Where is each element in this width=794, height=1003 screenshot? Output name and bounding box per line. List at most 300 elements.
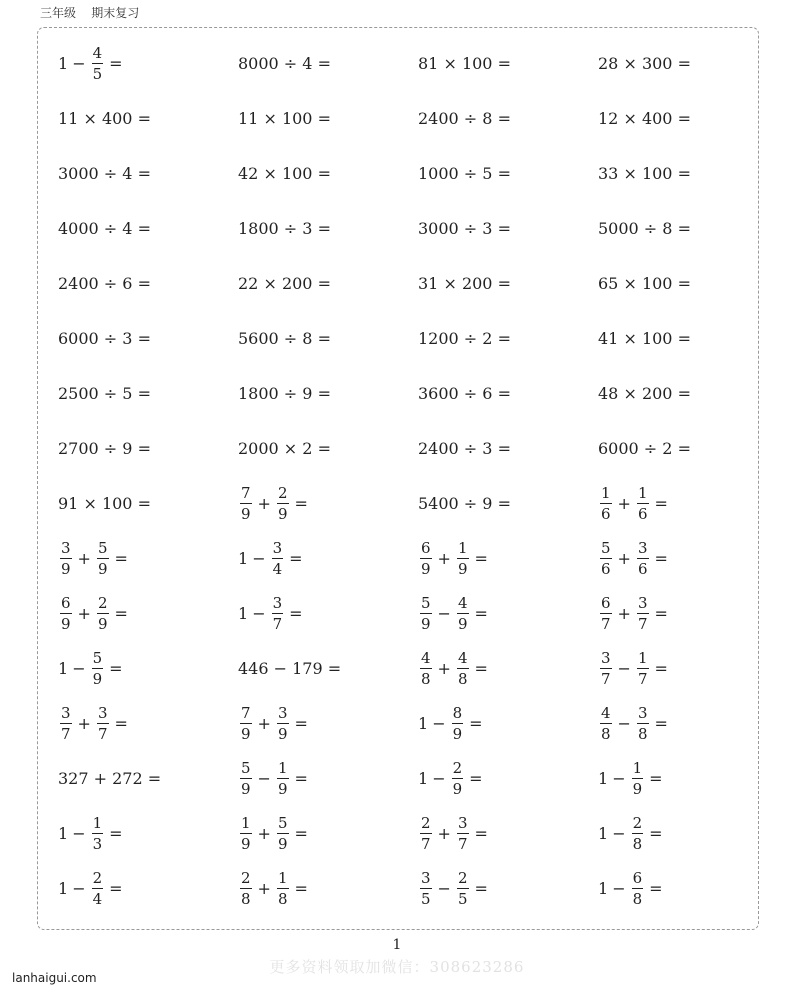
operator: + [77, 604, 91, 623]
problem [418, 91, 598, 146]
fraction [457, 593, 469, 633]
operator: = [649, 824, 663, 843]
problem-text: 22 × 200 = [238, 274, 331, 293]
fraction-denominator: 9 [241, 504, 251, 523]
problem [418, 366, 598, 421]
fraction-numerator: 1 [637, 483, 648, 502]
fraction-numerator: 3 [637, 703, 648, 722]
fraction-denominator: 9 [97, 559, 108, 578]
fraction [600, 538, 612, 578]
problem [238, 146, 418, 201]
problem [238, 531, 418, 586]
fraction-denominator: 6 [637, 559, 648, 578]
operator: = [474, 549, 488, 568]
fraction-numerator: 6 [632, 868, 643, 887]
operator: − [612, 769, 626, 788]
problem-text: 11 × 100 = [238, 109, 331, 128]
fraction-denominator: 9 [61, 614, 71, 633]
problem-text: 1 [58, 824, 69, 843]
fraction-denominator: 7 [61, 724, 71, 743]
operator: − [612, 879, 626, 898]
problem [418, 641, 598, 696]
problem [598, 91, 748, 146]
operator: + [617, 494, 631, 513]
fraction-numerator: 2 [632, 813, 643, 832]
fraction-numerator: 3 [61, 703, 71, 722]
fraction-numerator: 7 [241, 703, 251, 722]
problem [58, 36, 238, 91]
fraction [240, 703, 252, 743]
operator: + [257, 824, 271, 843]
operator: = [109, 659, 123, 678]
operator: = [654, 714, 668, 733]
fraction-denominator: 8 [632, 889, 643, 908]
fraction-numerator: 3 [61, 538, 71, 557]
fraction [600, 483, 612, 523]
fraction [600, 703, 612, 743]
fraction-numerator: 5 [241, 758, 251, 777]
worksheet-header: 三年级 期末复习 [40, 6, 140, 20]
operator: = [289, 549, 303, 568]
fraction-numerator: 3 [97, 703, 108, 722]
fraction [420, 648, 432, 688]
fraction-denominator: 4 [272, 559, 283, 578]
operator: − [72, 879, 86, 898]
fraction [92, 43, 104, 83]
fraction-numerator: 2 [241, 868, 251, 887]
problem [58, 311, 238, 366]
operator: − [617, 714, 631, 733]
problem [418, 311, 598, 366]
fraction-denominator: 5 [421, 889, 431, 908]
fraction-numerator: 5 [92, 648, 103, 667]
problem [238, 201, 418, 256]
problem [238, 91, 418, 146]
operator: + [77, 714, 91, 733]
problem-text: 1 [58, 659, 69, 678]
fraction-denominator: 9 [277, 834, 288, 853]
problem-text: 6000 ÷ 3 = [58, 329, 151, 348]
problem-text: 1800 ÷ 3 = [238, 219, 331, 238]
operator: − [72, 659, 86, 678]
problem-text: 1 [598, 824, 609, 843]
problem [418, 421, 598, 476]
problem-text: 8000 ÷ 4 = [238, 54, 331, 73]
fraction-numerator: 2 [457, 868, 468, 887]
fraction-denominator: 5 [457, 889, 468, 908]
fraction-numerator: 2 [97, 593, 108, 612]
problem [238, 421, 418, 476]
fraction-numerator: 4 [421, 648, 431, 667]
problem-text: 4000 ÷ 4 = [58, 219, 151, 238]
fraction-numerator: 6 [601, 593, 611, 612]
fraction [420, 593, 432, 633]
problem-text: 12 × 400 = [598, 109, 691, 128]
fraction [60, 593, 72, 633]
operator: = [474, 879, 488, 898]
problem [598, 586, 748, 641]
fraction-denominator: 9 [241, 724, 251, 743]
fraction [457, 538, 469, 578]
problem [58, 751, 238, 806]
problem-text: 3000 ÷ 4 = [58, 164, 151, 183]
problem-text: 446 − 179 = [238, 659, 342, 678]
fraction [277, 813, 289, 853]
problem [598, 531, 748, 586]
fraction [277, 703, 289, 743]
problem-text: 1 [238, 604, 249, 623]
operator: = [654, 659, 668, 678]
fraction-numerator: 4 [457, 593, 468, 612]
operator: = [294, 879, 308, 898]
operator: + [257, 714, 271, 733]
fraction [240, 868, 252, 908]
problem [418, 256, 598, 311]
problem [58, 201, 238, 256]
fraction [240, 483, 252, 523]
fraction-denominator: 8 [277, 889, 288, 908]
operator: − [252, 549, 266, 568]
problem-text: 1800 ÷ 9 = [238, 384, 331, 403]
operator: + [257, 494, 271, 513]
problem [598, 641, 748, 696]
problem [238, 641, 418, 696]
problem [238, 861, 418, 916]
operator: = [294, 824, 308, 843]
problem [598, 751, 748, 806]
operator: = [474, 659, 488, 678]
fraction-numerator: 4 [601, 703, 611, 722]
operator: = [109, 54, 123, 73]
problem-text: 33 × 100 = [598, 164, 691, 183]
fraction-denominator: 8 [421, 669, 431, 688]
problem [418, 146, 598, 201]
operator: − [437, 879, 451, 898]
problem [58, 696, 238, 751]
fraction-denominator: 9 [92, 669, 103, 688]
problem-text: 6000 ÷ 2 = [598, 439, 691, 458]
problem [598, 806, 748, 861]
fraction-denominator: 7 [272, 614, 283, 633]
fraction-numerator: 8 [452, 703, 463, 722]
operator: = [649, 769, 663, 788]
problem-text: 65 × 100 = [598, 274, 691, 293]
operator: = [654, 604, 668, 623]
problem-text: 28 × 300 = [598, 54, 691, 73]
fraction-denominator: 4 [92, 889, 103, 908]
fraction-denominator: 9 [632, 779, 643, 798]
operator: = [114, 714, 128, 733]
operator: − [72, 54, 86, 73]
fraction [637, 703, 649, 743]
operator: − [252, 604, 266, 623]
problem-text: 5400 ÷ 9 = [418, 494, 511, 513]
fraction-numerator: 1 [632, 758, 643, 777]
operator: + [257, 879, 271, 898]
problem-text: 81 × 100 = [418, 54, 511, 73]
fraction-denominator: 9 [457, 559, 468, 578]
operator: − [437, 604, 451, 623]
fraction-denominator: 6 [601, 504, 611, 523]
problem [238, 36, 418, 91]
fraction [420, 538, 432, 578]
fraction [420, 868, 432, 908]
problem-text: 2400 ÷ 8 = [418, 109, 511, 128]
fraction [60, 538, 72, 578]
operator: = [294, 769, 308, 788]
fraction-numerator: 1 [601, 483, 611, 502]
problem [598, 146, 748, 201]
operator: = [294, 494, 308, 513]
fraction-numerator: 4 [92, 43, 103, 62]
problem-text: 2700 ÷ 9 = [58, 439, 151, 458]
operator: = [474, 824, 488, 843]
problem [238, 476, 418, 531]
fraction [272, 593, 284, 633]
fraction-numerator: 1 [277, 758, 288, 777]
fraction-numerator: 7 [241, 483, 251, 502]
problem-text: 31 × 200 = [418, 274, 511, 293]
fraction-denominator: 9 [457, 614, 468, 633]
fraction [92, 648, 104, 688]
fraction [97, 703, 109, 743]
problem-text: 1 [418, 769, 429, 788]
problem [238, 806, 418, 861]
problem [58, 421, 238, 476]
problem-text: 2000 × 2 = [238, 439, 331, 458]
problem [58, 531, 238, 586]
problem [238, 696, 418, 751]
problem [58, 366, 238, 421]
fraction [452, 703, 464, 743]
operator: = [469, 769, 483, 788]
problem-text: 1200 ÷ 2 = [418, 329, 511, 348]
problem-text: 3600 ÷ 6 = [418, 384, 511, 403]
operator: = [114, 604, 128, 623]
fraction [97, 593, 109, 633]
problem [598, 36, 748, 91]
fraction [452, 758, 464, 798]
operator: = [654, 549, 668, 568]
problem [58, 91, 238, 146]
fraction-denominator: 6 [601, 559, 611, 578]
fraction-numerator: 5 [601, 538, 611, 557]
problem-text: 41 × 100 = [598, 329, 691, 348]
problem-text: 91 × 100 = [58, 494, 151, 513]
problem [238, 311, 418, 366]
problem [58, 641, 238, 696]
fraction [457, 813, 469, 853]
fraction-denominator: 9 [97, 614, 108, 633]
operator: = [649, 879, 663, 898]
operator: − [257, 769, 271, 788]
fraction-denominator: 9 [421, 559, 431, 578]
problem [418, 751, 598, 806]
problem-text: 5000 ÷ 8 = [598, 219, 691, 238]
fraction-denominator: 9 [61, 559, 71, 578]
fraction [60, 703, 72, 743]
problem [58, 861, 238, 916]
problem [418, 476, 598, 531]
problem [58, 146, 238, 201]
fraction [632, 868, 644, 908]
problem-text: 1 [238, 549, 249, 568]
problem-text: 11 × 400 = [58, 109, 151, 128]
fraction [277, 483, 289, 523]
problem-grid [58, 36, 748, 916]
fraction [637, 648, 649, 688]
fraction [420, 813, 432, 853]
fraction [97, 538, 109, 578]
fraction [632, 813, 644, 853]
fraction [277, 758, 289, 798]
problem [58, 586, 238, 641]
problem [598, 201, 748, 256]
problem-text: 3000 ÷ 3 = [418, 219, 511, 238]
fraction-denominator: 9 [277, 724, 288, 743]
problem [418, 201, 598, 256]
page-number: 1 [392, 937, 402, 953]
fraction-denominator: 7 [601, 669, 611, 688]
operator: = [294, 714, 308, 733]
fraction-denominator: 9 [277, 504, 288, 523]
fraction-numerator: 3 [457, 813, 468, 832]
problem-text: 42 × 100 = [238, 164, 331, 183]
fraction [272, 538, 284, 578]
fraction-numerator: 6 [61, 593, 71, 612]
operator: = [474, 604, 488, 623]
operator: + [77, 549, 91, 568]
fraction-numerator: 1 [92, 813, 103, 832]
problem [58, 806, 238, 861]
operator: = [109, 824, 123, 843]
fraction-denominator: 7 [97, 724, 108, 743]
fraction-numerator: 5 [97, 538, 108, 557]
fraction-denominator: 7 [637, 614, 648, 633]
fraction-numerator: 4 [457, 648, 468, 667]
fraction-numerator: 1 [277, 868, 288, 887]
problem [598, 366, 748, 421]
fraction [92, 868, 104, 908]
fraction-denominator: 8 [601, 724, 611, 743]
problem-text: 1 [598, 769, 609, 788]
problem-text: 1 [418, 714, 429, 733]
fraction-denominator: 8 [637, 724, 648, 743]
problem [418, 531, 598, 586]
fraction-numerator: 5 [421, 593, 431, 612]
fraction [600, 648, 612, 688]
fraction [632, 758, 644, 798]
problem [238, 256, 418, 311]
site-label: lanhaigui.com [12, 971, 97, 985]
fraction-denominator: 7 [457, 834, 468, 853]
operator: + [437, 659, 451, 678]
fraction-numerator: 5 [277, 813, 288, 832]
fraction-denominator: 7 [421, 834, 431, 853]
problem [598, 256, 748, 311]
fraction [637, 538, 649, 578]
problem-text: 5600 ÷ 8 = [238, 329, 331, 348]
operator: + [437, 824, 451, 843]
fraction-numerator: 3 [601, 648, 611, 667]
fraction-numerator: 6 [421, 538, 431, 557]
fraction [240, 758, 252, 798]
fraction [600, 593, 612, 633]
fraction-numerator: 1 [241, 813, 251, 832]
fraction-numerator: 1 [457, 538, 468, 557]
problem [598, 311, 748, 366]
problem [238, 366, 418, 421]
fraction-numerator: 2 [452, 758, 463, 777]
operator: = [654, 494, 668, 513]
fraction-denominator: 9 [421, 614, 431, 633]
operator: − [617, 659, 631, 678]
problem [418, 696, 598, 751]
operator: = [469, 714, 483, 733]
problem [238, 751, 418, 806]
fraction-numerator: 3 [637, 538, 648, 557]
fraction-numerator: 3 [272, 593, 283, 612]
fraction-denominator: 5 [92, 64, 103, 83]
fraction-denominator: 9 [241, 779, 251, 798]
fraction-denominator: 9 [277, 779, 288, 798]
problem-text: 2500 ÷ 5 = [58, 384, 151, 403]
problem-text: 2400 ÷ 3 = [418, 439, 511, 458]
operator: + [437, 549, 451, 568]
fraction-denominator: 9 [241, 834, 251, 853]
operator: + [617, 549, 631, 568]
problem [598, 861, 748, 916]
problem-text: 1 [58, 879, 69, 898]
fraction [92, 813, 104, 853]
fraction-denominator: 8 [241, 889, 251, 908]
fraction-numerator: 3 [637, 593, 648, 612]
fraction-numerator: 3 [272, 538, 283, 557]
operator: = [114, 549, 128, 568]
operator: = [109, 879, 123, 898]
fraction [277, 868, 289, 908]
operator: − [72, 824, 86, 843]
operator: + [617, 604, 631, 623]
problem-text: 1000 ÷ 5 = [418, 164, 511, 183]
fraction [637, 593, 649, 633]
problem-text: 48 × 200 = [598, 384, 691, 403]
problem [58, 256, 238, 311]
fraction [457, 868, 469, 908]
fraction-numerator: 3 [421, 868, 431, 887]
problem-text: 2400 ÷ 6 = [58, 274, 151, 293]
watermark-text: 更多资料领取加微信：308623286 [269, 958, 525, 976]
fraction-denominator: 8 [457, 669, 468, 688]
problem-text: 1 [58, 54, 69, 73]
problem-text: 327 + 272 = [58, 769, 162, 788]
fraction-denominator: 7 [637, 669, 648, 688]
problem [238, 586, 418, 641]
fraction-denominator: 8 [632, 834, 643, 853]
fraction [637, 483, 649, 523]
problem [418, 586, 598, 641]
problem [418, 861, 598, 916]
problem [598, 696, 748, 751]
problem [418, 806, 598, 861]
problem [598, 476, 748, 531]
operator: − [432, 769, 446, 788]
fraction-numerator: 2 [421, 813, 431, 832]
operator: − [612, 824, 626, 843]
operator: − [432, 714, 446, 733]
problem [418, 36, 598, 91]
fraction-numerator: 3 [277, 703, 288, 722]
